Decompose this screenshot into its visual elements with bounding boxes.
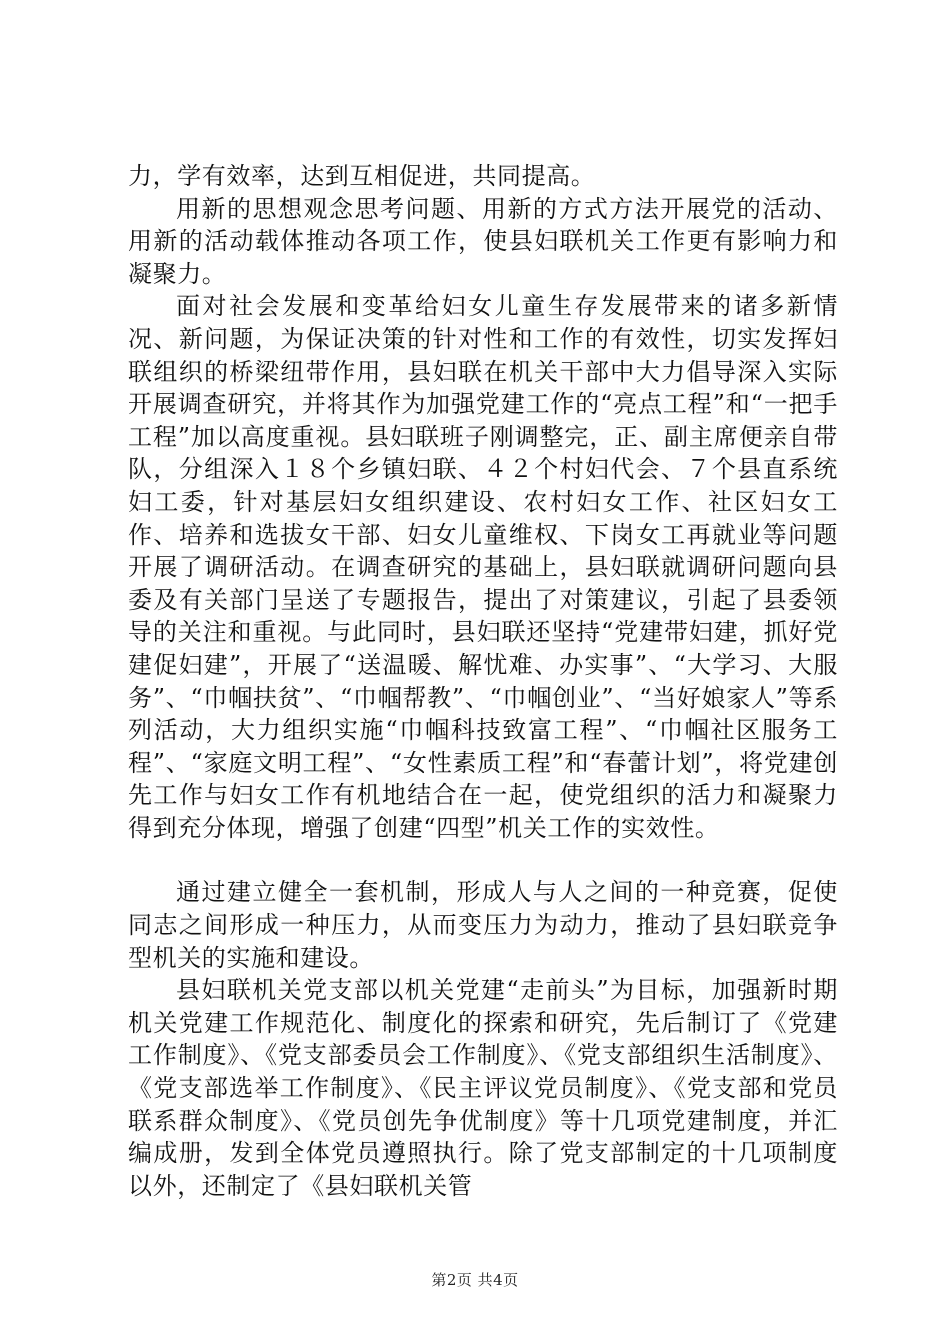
page-footer: 第2页 共4页 xyxy=(431,1271,519,1289)
paragraph-continuation: 力，学有效率，达到互相促进，共同提高。 xyxy=(128,162,596,190)
document-body xyxy=(128,160,838,1202)
paragraph-competition-mechanism: 通过建立健全一套机制，形成人与人之间的一种竞赛，促使同志之间形成一种压力，从而变压力为动力，推动了县妇联竞争型机关的实施和建设。 xyxy=(128,878,838,972)
paragraph-investigation-research: 面对社会发展和变革给妇女儿童生存发展带来的诸多新情况、新问题，为保证决策的针对性和工作的有效性，切实发挥妇联组织的桥梁纽带作用，县妇联在机关干部中大力倡导深入实际开展调查研究，并将其作为加强党建工作的“亮点工程”和“一把手工程”加以高度重视。县妇联班子刚调整完，正、副主席便亲自带队，分组深入１８个乡镇妇联、４２个村妇代会、７个县直系统妇工委，针对基层妇女组织建设、农村妇女工作、社区妇女工作、培养和选拔女干部、妇女儿童维权、下岗女工再就业等问题开展了调研活动。在调查研究的基础上，县妇联就调研问题向县委及有关部门呈送了专题报告，提出了对策建议，引起了县委领导的关注和重视。与此同时，县妇联还坚持“党建带妇建，抓好党建促妇建”，开展了“送温暖、解忧难、办实事”、“大学习、大服务”、“巾帼扶贫”、“巾帼帮教”、“巾帼创业”、“当好娘家人”等系列活动，大力组织实施“巾帼科技致富工程”、“巾帼社区服务工程”、“家庭文明工程”、“女性素质工程”和“春蕾计划”，将党建创先工作与妇女工作有机地结合在一起，使党组织的活力和凝聚力得到充分体现，增强了创建“四型”机关工作的实效性。 xyxy=(128,292,838,842)
paragraph-party-branch-rules: 县妇联机关党支部以机关党建“走前头”为目标，加强新时期机关党建工作规范化、制度化的探索和研究，先后制订了《党建工作制度》、《党支部委员会工作制度》、《党支部组织生活制度》、《党支部选举工作制度》、《民主评议党员制度》、《党支部和党员联系群众制度》、《党员创先争优制度》等十几项党建制度，并汇编成册，发到全体党员遵照执行。除了党支部制定的十几项制度以外，还制定了《县妇联机关管 xyxy=(128,976,838,1200)
paragraph-new-methods: 用新的思想观念思考问题、用新的方式方法开展党的活动、用新的活动载体推动各项工作，使县妇联机关工作更有影响力和凝聚力。 xyxy=(128,194,838,288)
